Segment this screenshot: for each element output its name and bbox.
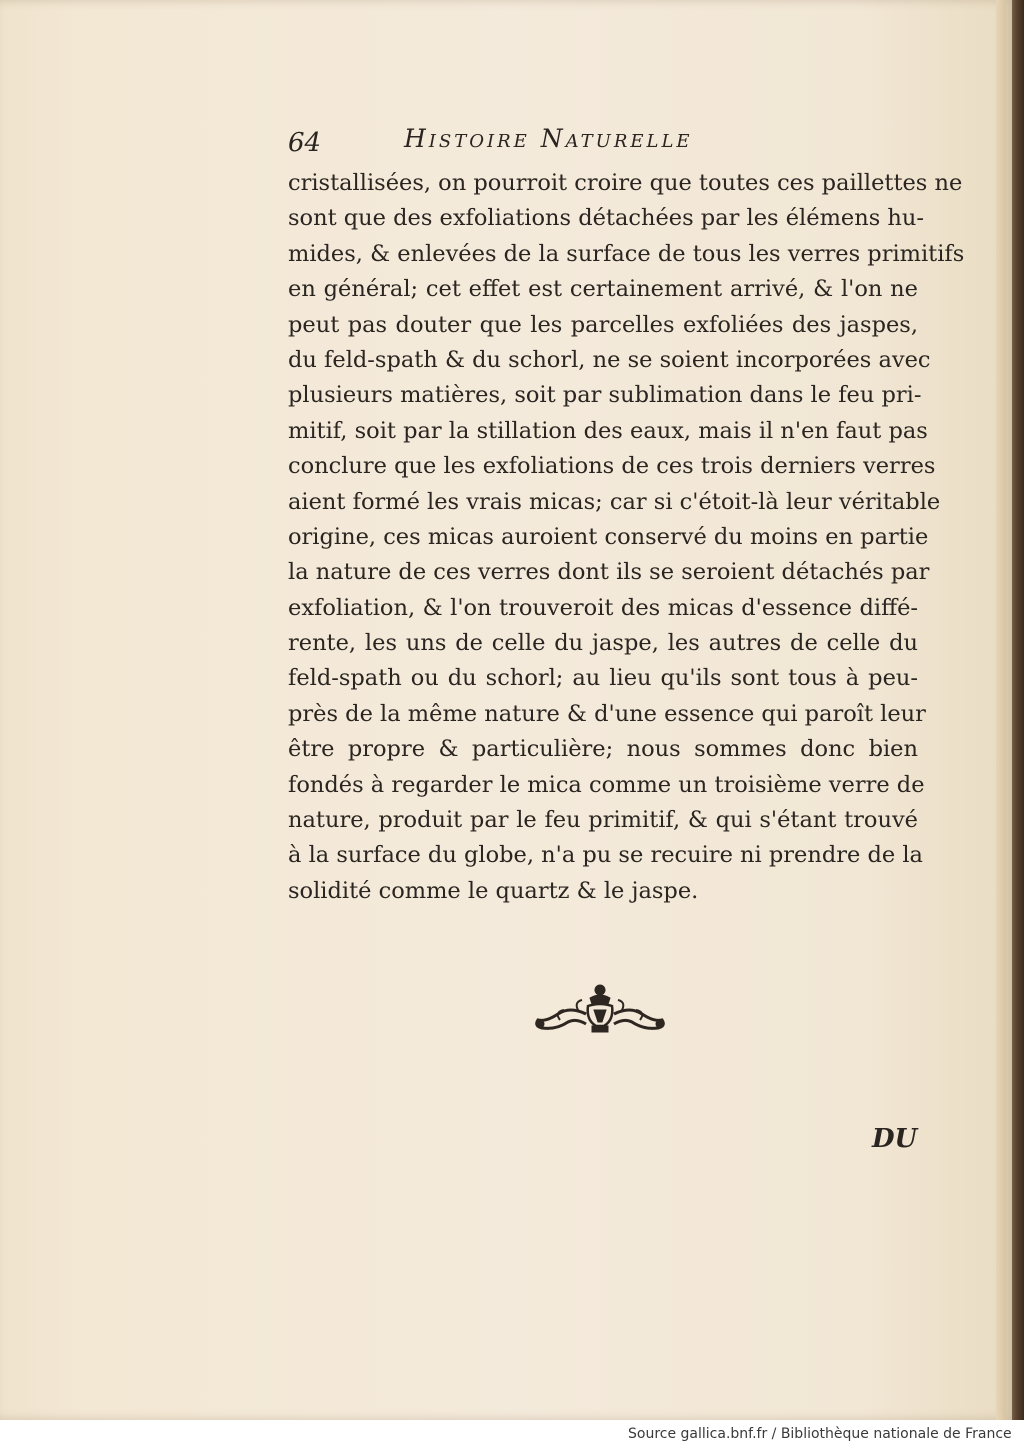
text-line: être propre & particulière; nous sommes donc bien bbox=[288, 736, 918, 763]
text-line: cristallisées, on pourroit croire que toutes ces paillettes ne bbox=[288, 170, 963, 196]
text-line: peut pas douter que les parcelles exfoliées des jaspes, bbox=[288, 311, 918, 338]
text-line: nature, produit par le feu primitif, & qui s'étant trouvé bbox=[288, 807, 918, 834]
text-line: origine, ces micas auroient conservé du moins en partie bbox=[288, 523, 929, 550]
text-line: fondés à regarder le mica comme un troisième verre de bbox=[288, 771, 925, 798]
text-line: sont que des exfoliations détachées par les élémens hu- bbox=[288, 205, 924, 232]
text-line: solidité comme le quartz & le jaspe. bbox=[288, 877, 699, 904]
running-head: Histoire Naturelle bbox=[404, 124, 693, 153]
text-line: rente, les uns de celle du jaspe, les autres de celle du bbox=[288, 630, 918, 657]
text-line: près de la même nature & d'une essence qui paroît leur bbox=[288, 700, 926, 727]
vignette-ornament-icon bbox=[530, 980, 670, 1036]
text-line: à la surface du globe, n'a pu se recuire ni prendre de la bbox=[288, 842, 923, 869]
text-line: la nature de ces verres dont ils se seroient détachés par bbox=[288, 559, 930, 586]
text-line: conclure que les exfoliations de ces trois derniers verres bbox=[288, 453, 936, 480]
text-line: du feld-spath & du schorl, ne se soient incorporées avec bbox=[288, 346, 931, 373]
text-line: mides, & enlevées de la surface de tous les verres primitifs bbox=[288, 240, 965, 267]
catchword: DU bbox=[872, 1124, 918, 1154]
text-line: plusieurs matières, soit par sublimation dans le feu pri- bbox=[288, 382, 922, 409]
page-edge bbox=[996, 0, 1006, 1420]
text-line: aient formé les vrais micas; car si c'étoit-là leur véritable bbox=[288, 488, 941, 515]
body-text bbox=[288, 166, 965, 909]
text-line: en général; cet effet est certainement arrivé, & l'on ne bbox=[288, 276, 918, 303]
page-number: 64 bbox=[288, 128, 322, 158]
text-line: feld-spath ou du schorl; au lieu qu'ils sont tous à peu- bbox=[288, 665, 918, 692]
source-credit: Source gallica.bnf.fr / Bibliothèque nationale de France bbox=[628, 1426, 1012, 1442]
text-line: exfoliation, & l'on trouveroit des micas d'essence diffé- bbox=[288, 594, 918, 621]
text-line: mitif, soit par la stillation des eaux, mais il n'en faut pas bbox=[288, 417, 928, 444]
